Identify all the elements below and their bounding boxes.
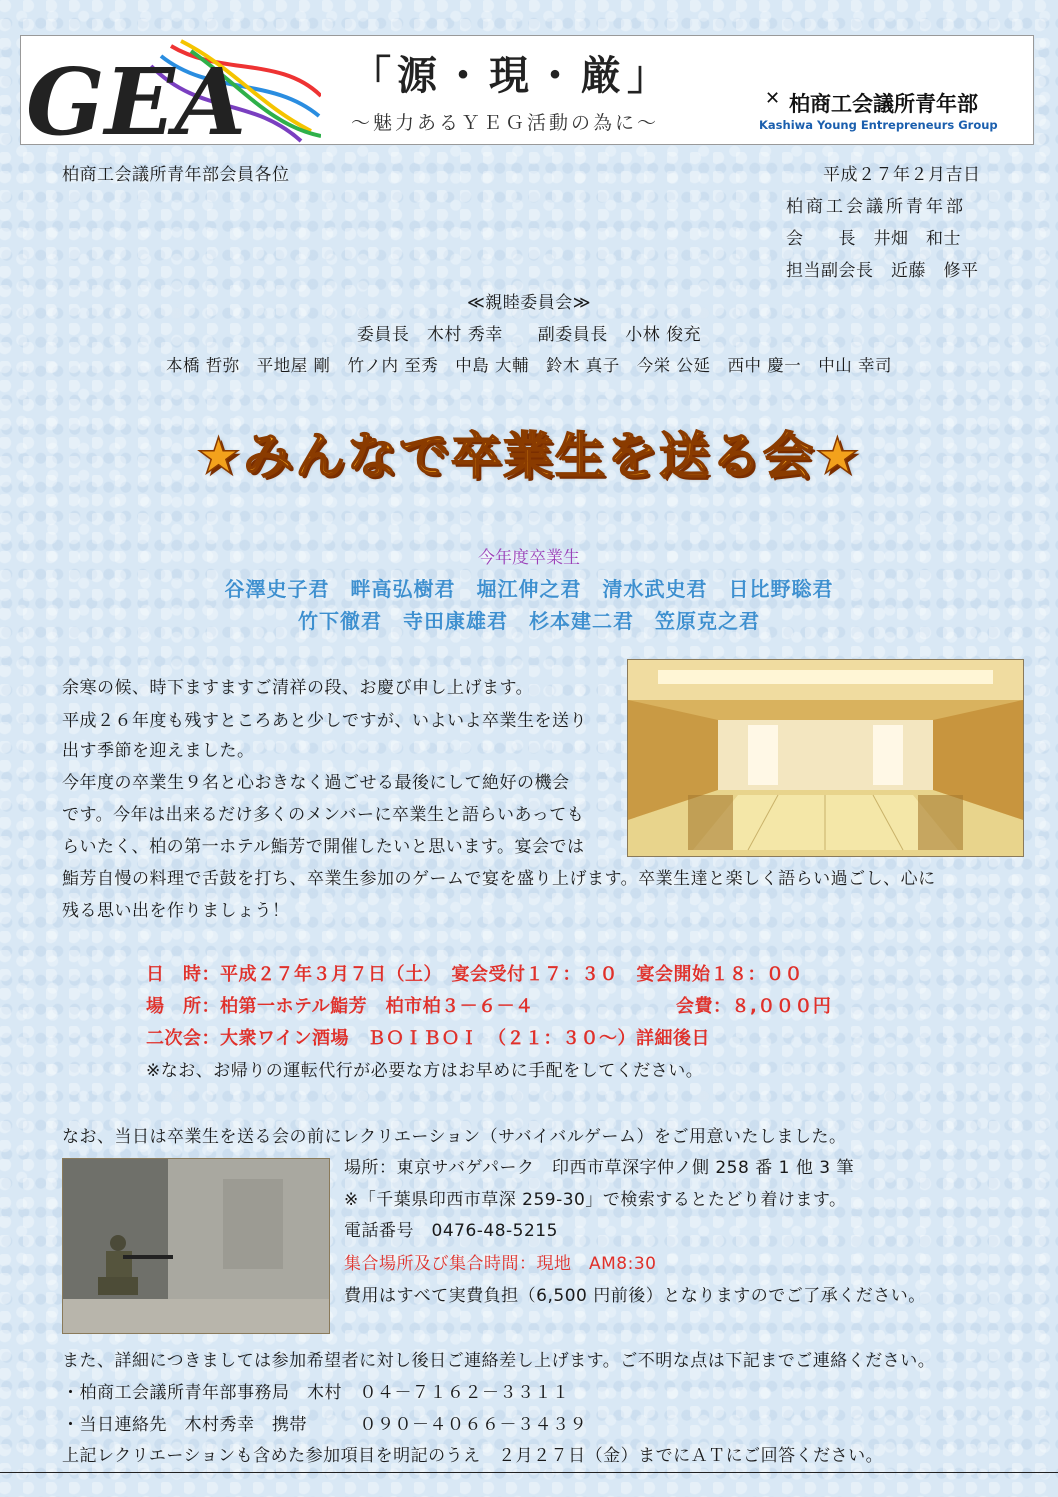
body-line-6: らいたく、柏の第一ホテル鮨芳で開催したいと思います。宴会では xyxy=(62,837,585,857)
recreation-place: 場所：東京サバゲパーク 印西市草深字仲ノ側 258 番 1 他 3 筆 xyxy=(344,1158,854,1178)
recreation-meeting-time: 集合場所及び集合時間：現地 AM8:30 xyxy=(344,1254,657,1274)
org-name: 柏商工会議所青年部 xyxy=(789,92,978,116)
svg-text:GEA: GEA xyxy=(26,48,247,146)
sender-vice-chair: 担当副会長 近藤 修平 xyxy=(786,261,979,281)
body-line-1: 余寒の候、時下ますますご清祥の段、お慶び申し上げます。 xyxy=(62,678,534,698)
event-place: 場 所：柏第一ホテル鮨芳 柏市柏３－６－４ xyxy=(146,996,534,1017)
body-line-7: 鮨芳自慢の料理で舌鼓を打ち、卒業生参加のゲームで宴を盛り上げます。卒業生達と楽しく語らい過ごし、心に xyxy=(62,869,936,889)
sender-org: 柏商工会議所青年部 xyxy=(786,197,966,217)
contact-office: ・柏商工会議所青年部事務局 木村 ０４－７１６２－３３１１ xyxy=(62,1383,570,1403)
banquet-hall-photo xyxy=(627,659,1024,857)
contact-mobile: ・当日連絡先 木村秀幸 携帯 ０９０－４０６６－３４３９ xyxy=(62,1415,587,1435)
banner-subtitle: ～魅力あるＹＥＧ活動の為に～ xyxy=(351,112,660,134)
recreation-phone: 電話番号 0476-48-5215 xyxy=(344,1221,558,1241)
body-line-8: 残る思い出を作りましょう！ xyxy=(62,901,290,921)
graduates-heading: 今年度卒業生 xyxy=(478,548,580,568)
bottom-divider xyxy=(0,1472,1058,1473)
graduates-line-1: 谷澤史子君 畔高弘樹君 堀江伸之君 清水武史君 日比野聡君 xyxy=(224,577,834,601)
org-name-english: Kashiwa Young Entrepreneurs Group xyxy=(759,118,998,132)
gea-logo xyxy=(21,36,321,145)
survival-game-photo xyxy=(62,1158,330,1334)
body-line-3: 出す季節を迎えました。 xyxy=(62,741,255,761)
yeg-mark-icon: ✕ xyxy=(765,88,781,109)
letter-date: 平成２７年２月吉日 xyxy=(823,165,981,185)
reply-deadline: 上記レクリエーションも含めた参加項目を明記のうえ ２月２７日（金）までにＡＴにご回答ください。 xyxy=(62,1446,884,1466)
recreation-intro: なお、当日は卒業生を送る会の前にレクリエーション（サバイバルゲーム）をご用意いたしました。 xyxy=(62,1127,847,1147)
addressee: 柏商工会議所青年部会員各位 xyxy=(62,165,290,185)
event-note: ※なお、お帰りの運転代行が必要な方はお早めに手配をしてください。 xyxy=(146,1061,704,1081)
event-afterparty: 二次会：大衆ワイン酒場 ＢＯＩＢＯＩ （２１：３０～）詳細後日 xyxy=(146,1028,710,1049)
committee-leaders: 委員長 木村 秀幸 副委員長 小林 俊充 xyxy=(356,325,702,345)
header-banner xyxy=(20,35,1034,145)
event-fee: 会費：８,０００円 xyxy=(676,996,832,1017)
contact-intro: また、詳細につきましては参加希望者に対し後日ご連絡差し上げます。ご不明な点は下記までご連絡ください。 xyxy=(62,1351,936,1371)
recreation-cost: 費用はすべて実費負担（6,500 円前後）となりますのでご了承ください。 xyxy=(344,1286,926,1306)
event-title: ★みんなで卒業生を送る会★ xyxy=(196,427,862,485)
sender-chair: 会 長 井畑 和士 xyxy=(786,229,961,249)
graduates-line-2: 竹下徹君 寺田康雄君 杉本建二君 笠原克之君 xyxy=(298,609,760,633)
recreation-search-hint: ※「千葉県印西市草深 259-30」で検索するとたどり着けます。 xyxy=(344,1190,847,1210)
committee-name: ≪親睦委員会≫ xyxy=(466,293,592,313)
event-datetime: 日 時：平成２７年３月７日（土） 宴会受付１７：３０ 宴会開始１８：００ xyxy=(146,964,803,985)
body-line-2: 平成２６年度も残すところあと少しですが、いよいよ卒業生を送り xyxy=(62,711,587,731)
committee-members: 本橋 哲弥 平地屋 剛 竹ノ内 至秀 中島 大輔 鈴木 真子 今栄 公延 西中 慶一 中山 幸司 xyxy=(166,356,892,375)
banner-title: 「源・現・厳」 xyxy=(351,52,673,99)
body-line-4: 今年度の卒業生９名と心おきなく過ごせる最後にして絶好の機会 xyxy=(62,773,570,793)
body-line-5: です。今年は出来るだけ多くのメンバーに卒業生と語らいあっても xyxy=(62,805,585,825)
